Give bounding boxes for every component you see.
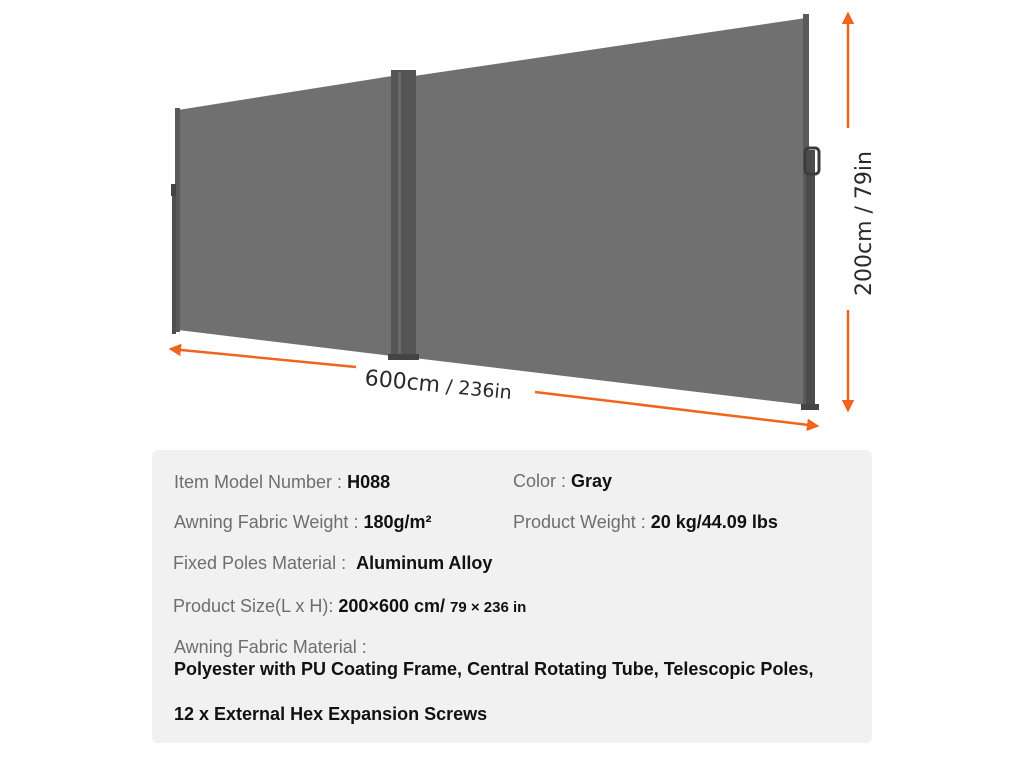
spec-fabric-weight [174,512,431,533]
central-tube-highlight [398,72,401,358]
spec-label: Item Model Number : [174,472,343,492]
spec-value: 200×600 cm/ [338,596,445,616]
dimension-separator: / [438,375,460,399]
left-support-post [172,196,176,334]
spec-value: Gray [571,471,613,491]
left-pole-handle [171,184,176,196]
right-support-post [806,150,815,408]
central-rotating-tube [391,70,416,360]
spec-product-weight [513,512,778,533]
spec-fabric-material-line2: 12 x External Hex Expansion Screws [174,704,488,724]
height-in: 79in [852,151,877,200]
left-fabric-panel [178,76,392,356]
spec-value: 180g/m² [363,512,432,532]
spec-value-inches: 79 × 236 in [450,599,527,616]
width-arrow-left [171,349,356,367]
spec-value: Aluminum Alloy [356,553,493,573]
spec-panel [152,450,872,743]
central-tube-base [388,354,419,360]
spec-color [513,471,612,492]
spec-label: Product Weight : [513,512,646,532]
spec-poles-material [173,553,492,574]
width-in: 236in [457,377,513,405]
dimension-separator: / [852,199,877,221]
spec-label: Color : [513,471,567,491]
height-dimension-label [852,151,877,296]
spec-label: Fixed Poles Material : [173,553,347,573]
spec-fabric-material-label: Awning Fabric Material : [174,637,367,657]
spec-fabric-material-line1: Polyester with PU Coating Frame, Central Rotating Tube, Telescopic Poles, [174,659,814,679]
spec-label: Product Size(L x H): [173,596,334,616]
spec-value: 20 kg/44.09 lbs [650,512,778,532]
width-cm: 600cm [363,366,442,399]
height-cm: 200cm [852,220,877,296]
right-pole-base [801,404,819,410]
right-fabric-panel [414,18,806,405]
spec-model-number [174,472,390,493]
spec-label: Awning Fabric Weight : [174,512,359,532]
spec-value: H088 [347,472,391,492]
spec-product-size [173,596,526,617]
